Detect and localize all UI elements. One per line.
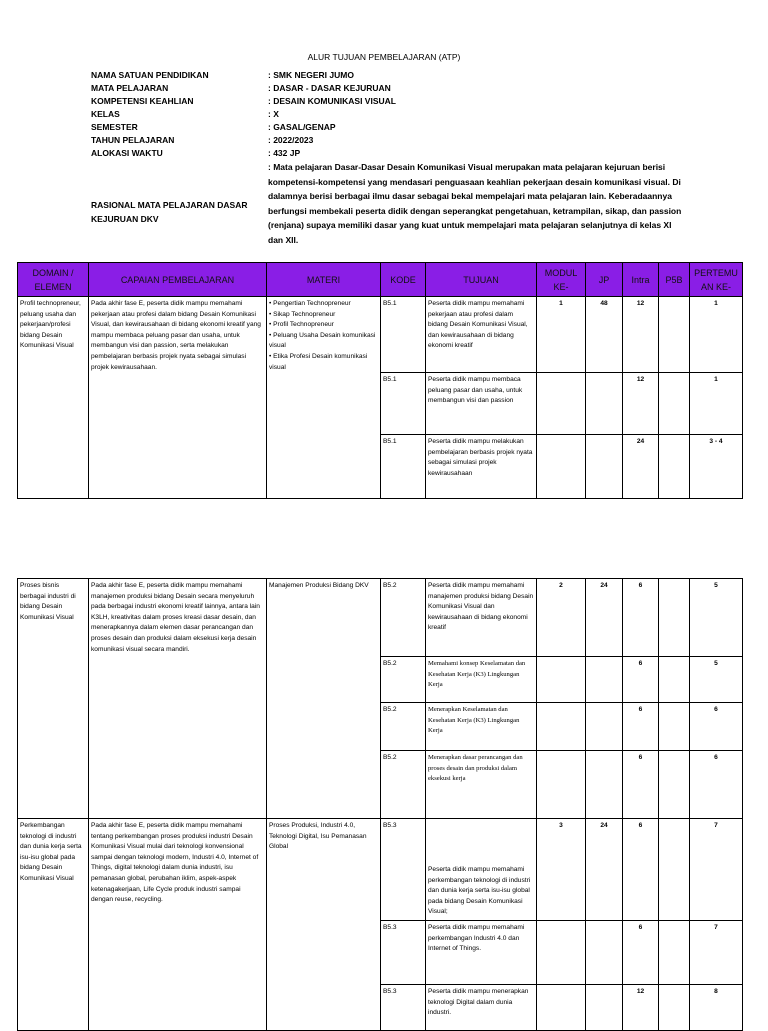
kode-cell: B5.3	[381, 985, 426, 1031]
modul-cell: 3	[537, 819, 586, 921]
meta-label-kompetensi: KOMPETENSI KEAHLIAN	[91, 96, 194, 106]
domain-cell: Perkembangan teknologi di industri dan dunia kerja serta isu-isu global pada bidang Desain Komunikasi Visual	[18, 819, 89, 1031]
tujuan-cell: Menerapkan Keselamatan dan Kesehatan Kerja (K3) Lingkungan Kerja	[426, 703, 537, 751]
meta-value-kelas: : X	[268, 109, 279, 119]
header-domain: DOMAIN / ELEMEN	[18, 263, 89, 297]
intra-cell: 6	[623, 579, 659, 657]
p5b-cell	[659, 657, 690, 703]
tujuan-cell: Peserta didik mampu melakukan pembelajaran berbasis projek nyata sebagai simulasi projek kewirausahaan	[426, 435, 537, 499]
jp-cell: 24	[586, 819, 623, 921]
domain-cell: Proses bisnis berbagai industri di bidang Desain Komunikasi Visual	[18, 579, 89, 819]
meta-label-alokasi: ALOKASI WAKTU	[91, 148, 163, 158]
p5b-cell	[659, 579, 690, 657]
pertemuan-cell: 8	[690, 985, 743, 1031]
jp-cell	[586, 921, 623, 985]
pertemuan-cell: 5	[690, 579, 743, 657]
atp-table-2	[17, 578, 743, 1031]
table-header-row	[18, 263, 743, 297]
capaian-cell: Pada akhir fase E, peserta didik mampu memahami tentang perkembangan proses produksi industri Desain Komunikasi Visual mulai dari teknologi konvensional sampai dengan teknologi modern, Industri 4.0, Internet of Things, digital teknologi dalam dunia industri, isu pemanasan global, perubahan iklim, aspek-aspek ketenagakerjaan, Life Cycle produk industri sampai dengan reuse, recycling.	[89, 819, 267, 1031]
table-row	[18, 819, 743, 921]
modul-cell	[537, 921, 586, 985]
intra-cell: 12	[623, 985, 659, 1031]
capaian-cell: Pada akhir fase E, peserta didik mampu memahami pekerjaan atau profesi dalam bidang Desain Komunikasi Visual, dan kewirausahaan di bidang ekonomi kreatif yang mampu membaca peluang pasar dan usaha, untuk membangun visi dan passion, serta melakukan pembelajaran berbasis projek nyata sebagai simulasi projek kewirausahaan.	[89, 297, 267, 499]
materi-item: • Peluang Usaha Desain komunikasi visual	[269, 331, 376, 350]
atp-table-1	[17, 262, 743, 499]
materi-item: • Etika Profesi Desain komunikasi visual	[269, 352, 368, 371]
jp-cell	[586, 373, 623, 435]
meta-value-satuan: : SMK NEGERI JUMO	[268, 70, 354, 80]
materi-item: • Sikap Technopreneur	[269, 310, 336, 318]
tujuan-cell: Peserta didik mampu memahami perkembangan teknologi di industri dan dunia kerja serta isu-isu global pada bidang Desain Komunikasi Visual;	[426, 819, 537, 921]
meta-value-tahun: : 2022/2023	[268, 135, 314, 145]
header-pertemuan: PERTEMU AN KE-	[690, 263, 743, 297]
meta-label-kelas: KELAS	[91, 109, 120, 119]
domain-cell: Profil technopreneur, peluang usaha dan pekerjaan/profesi bidang Desain Komunikasi Visual	[18, 297, 89, 499]
jp-cell: 48	[586, 297, 623, 373]
modul-cell	[537, 751, 586, 819]
p5b-cell	[659, 297, 690, 373]
kode-cell: B5.3	[381, 819, 426, 921]
kode-cell: B5.1	[381, 435, 426, 499]
p5b-cell	[659, 435, 690, 499]
modul-cell	[537, 435, 586, 499]
pertemuan-cell: 1	[690, 373, 743, 435]
intra-cell: 6	[623, 819, 659, 921]
header-materi: MATERI	[267, 263, 381, 297]
pertemuan-cell: 7	[690, 819, 743, 921]
meta-label-mapel: MATA PELAJARAN	[91, 83, 169, 93]
header-intra: Intra	[623, 263, 659, 297]
table-row	[18, 297, 743, 373]
materi-cell	[267, 297, 381, 499]
tujuan-cell: Peserta didik mampu memahami manajemen produksi bidang Desain Komunikasi Visual dan kewirausahaan di bidang ekonomi kreatif	[426, 579, 537, 657]
meta-value-alokasi: : 432 JP	[268, 148, 301, 158]
jp-cell	[586, 435, 623, 499]
rasional-text: : Mata pelajaran Dasar-Dasar Desain Komunikasi Visual merupakan mata pelajaran kejuruan berisi kompetensi-kompetensi yang mendasari penguasaan keahlian pekerjaan desain komunikasi visual. Di dalamnya berisi berbagai ilmu dasar sebagai bekal mempelajari mata pelajaran lain. Keberadaannya berfungsi membekali peserta didik dengan seperangkat pengetahuan, ketrampilan, sikap, dan passion (renjana) supaya memiliki dasar yang kuat untuk mempelajari mata pelajaran selanjutnya di kelas XI dan XII.	[268, 162, 682, 245]
document-title: ALUR TUJUAN PEMBELAJARAN (ATP)	[307, 52, 461, 62]
tujuan-cell: Peserta didik mampu menerapkan teknologi Digital dalam dunia industri.	[426, 985, 537, 1031]
table-row	[18, 579, 743, 657]
kode-cell: B5.1	[381, 373, 426, 435]
meta-label-tahun: TAHUN PELAJARAN	[91, 135, 175, 145]
pertemuan-cell: 1	[690, 297, 743, 373]
tujuan-cell: Peserta didik mampu memahami perkembangan Industri 4.0 dan Internet of Things.	[426, 921, 537, 985]
meta-value-mapel: : DASAR - DASAR KEJURUAN	[268, 83, 391, 93]
header-jp: JP	[586, 263, 623, 297]
intra-cell: 12	[623, 373, 659, 435]
meta-value-kompetensi: : DESAIN KOMUNIKASI VISUAL	[268, 96, 396, 106]
intra-cell: 6	[623, 703, 659, 751]
modul-cell: 1	[537, 297, 586, 373]
meta-label-semester: SEMESTER	[91, 122, 138, 132]
tujuan-cell: Peserta didik mampu memahami pekerjaan atau profesi dalam bidang Desain Komunikasi Visual, dan kewirausahaan di bidang ekonomi kreatif	[426, 297, 537, 373]
intra-cell: 6	[623, 921, 659, 985]
intra-cell: 6	[623, 751, 659, 819]
pertemuan-cell: 3 - 4	[690, 435, 743, 499]
kode-cell: B5.1	[381, 297, 426, 373]
capaian-cell: Pada akhir fase E, peserta didik mampu memahami manajemen produksi bidang Desain secara menyeluruh pada berbagai industri ekonomi kreatif lainnya, antara lain K3LH, kreativitas dalam proses kreasi dasar desain, dan menerapkannya dalam elemen dasar perancangan dan proses desain dan produksi dalam eksekusi kerja desain komunikasi visual secara mandiri.	[89, 579, 267, 819]
kode-cell: B5.3	[381, 921, 426, 985]
intra-cell: 6	[623, 657, 659, 703]
header-modul: MODUL KE-	[537, 263, 586, 297]
rasional-label: RASIONAL MATA PELAJARAN DASAR KEJURUAN DKV	[91, 200, 248, 224]
jp-cell: 24	[586, 579, 623, 657]
materi-item: • Pengertian Technopreneur	[269, 300, 351, 307]
p5b-cell	[659, 751, 690, 819]
modul-cell: 2	[537, 579, 586, 657]
meta-value-semester: : GASAL/GENAP	[268, 122, 336, 132]
modul-cell	[537, 657, 586, 703]
header-tujuan: TUJUAN	[426, 263, 537, 297]
pertemuan-cell: 7	[690, 921, 743, 985]
header-capaian: CAPAIAN PEMBELAJARAN	[89, 263, 267, 297]
pertemuan-cell: 6	[690, 751, 743, 819]
tujuan-cell: Peserta didik mampu membaca peluang pasar dan usaha, untuk membangun visi dan passion	[426, 373, 537, 435]
modul-cell	[537, 703, 586, 751]
header-kode: KODE	[381, 263, 426, 297]
tujuan-cell: Menerapkan dasar perancangan dan proses desain dan produksi dalam eksekusi kerja	[426, 751, 537, 819]
header-p5b: P5B	[659, 263, 690, 297]
materi-cell: Manajemen Produksi Bidang DKV	[267, 579, 381, 819]
jp-cell	[586, 657, 623, 703]
intra-cell: 24	[623, 435, 659, 499]
kode-cell: B5.2	[381, 657, 426, 703]
modul-cell	[537, 373, 586, 435]
tujuan-cell: Memahami konsep Keselamatan dan Kesehatan Kerja (K3) Lingkungan Kerja	[426, 657, 537, 703]
kode-cell: B5.2	[381, 751, 426, 819]
p5b-cell	[659, 921, 690, 985]
jp-cell	[586, 751, 623, 819]
intra-cell: 12	[623, 297, 659, 373]
p5b-cell	[659, 703, 690, 751]
pertemuan-cell: 5	[690, 657, 743, 703]
meta-label-satuan: NAMA SATUAN PENDIDIKAN	[91, 70, 209, 80]
p5b-cell	[659, 373, 690, 435]
jp-cell	[586, 703, 623, 751]
p5b-cell	[659, 819, 690, 921]
materi-item: • Profil Technopreneur	[269, 321, 334, 329]
materi-cell: Proses Produksi, Industri 4.0, Teknologi Digital, Isu Pemanasan Global	[267, 819, 381, 1031]
kode-cell: B5.2	[381, 703, 426, 751]
kode-cell: B5.2	[381, 579, 426, 657]
pertemuan-cell: 6	[690, 703, 743, 751]
